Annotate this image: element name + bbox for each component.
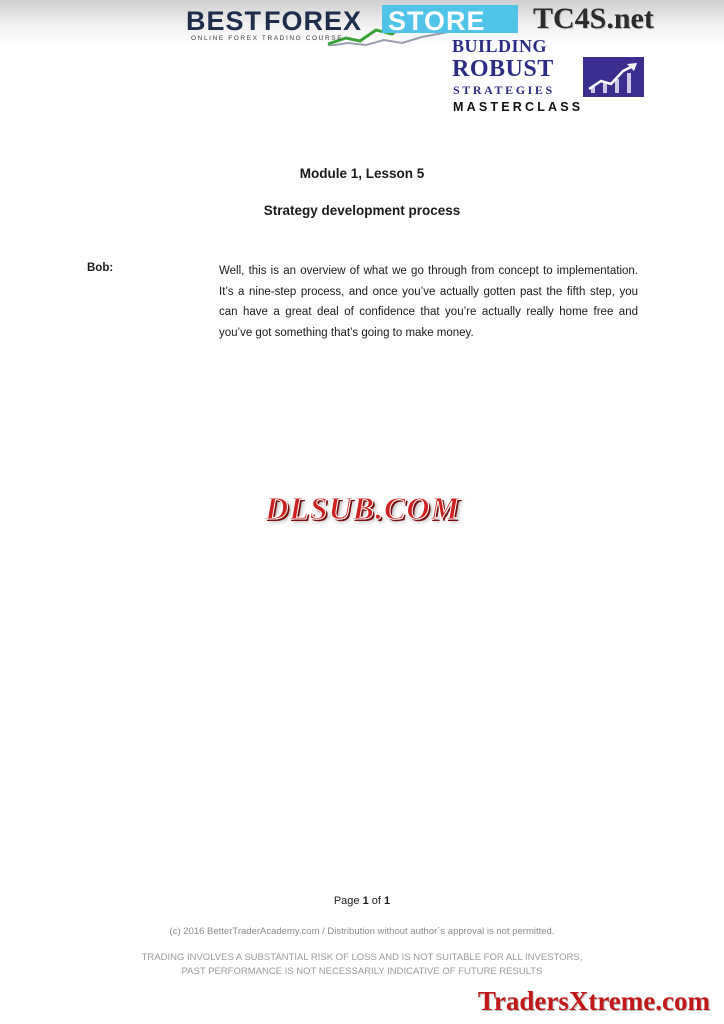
tc4s-watermark: TC4S.net <box>533 2 654 35</box>
speaker-label: Bob: <box>87 262 114 274</box>
risk-disclaimer-line-1: TRADING INVOLVES A SUBSTANTIAL RISK OF LOSS AND IS NOT SUITABLE FOR ALL INVESTORS, <box>141 952 583 963</box>
masterclass-line-robust: ROBUST <box>452 56 554 82</box>
masterclass-line-strategies: STRATEGIES <box>453 83 555 97</box>
page-number-total: 1 <box>384 895 391 907</box>
logo-word-store: STORE <box>388 6 486 36</box>
dlsub-watermark <box>220 490 505 528</box>
page-title: Module 1, Lesson 5 <box>299 166 425 181</box>
masterclass-line-masterclass: MASTERCLASS <box>453 100 584 114</box>
page-number-prefix: Page <box>333 895 363 907</box>
tradersxtreme-watermark: TradersXtreme.com <box>477 986 710 1016</box>
page-subtitle: Strategy development process <box>263 203 461 218</box>
logo-subtitle: ONLINE FOREX TRADING COURSE <box>191 35 344 42</box>
page-number-current: 1 <box>362 895 369 907</box>
masterclass-line-building: BUILDING <box>452 36 548 56</box>
copyright-notice: (c) 2016 BetterTraderAcademy.com / Distribution without author´s approval is not permitted. <box>169 926 555 937</box>
logo-word-forex: FOREX <box>264 6 363 36</box>
transcript-paragraph: Well, this is an overview of what we go through from concept to implementation. It’s a nine-step process, and once you’ve actually gotten past the fifth step, you can have a great deal of confidence that you’re actually really home free and you’ve got something that’s going to make money. <box>219 265 638 339</box>
risk-disclaimer-line-2: PAST PERFORMANCE IS NOT NECESSARILY INDICATIVE OF FUTURE RESULTS <box>181 966 543 977</box>
risk-disclaimer <box>0 951 724 979</box>
page-number-middle: of <box>368 895 385 907</box>
logo-word-best: BEST <box>186 6 263 36</box>
page-number <box>0 895 724 907</box>
dlsub-watermark-text: DLSUB.COM <box>265 490 460 526</box>
